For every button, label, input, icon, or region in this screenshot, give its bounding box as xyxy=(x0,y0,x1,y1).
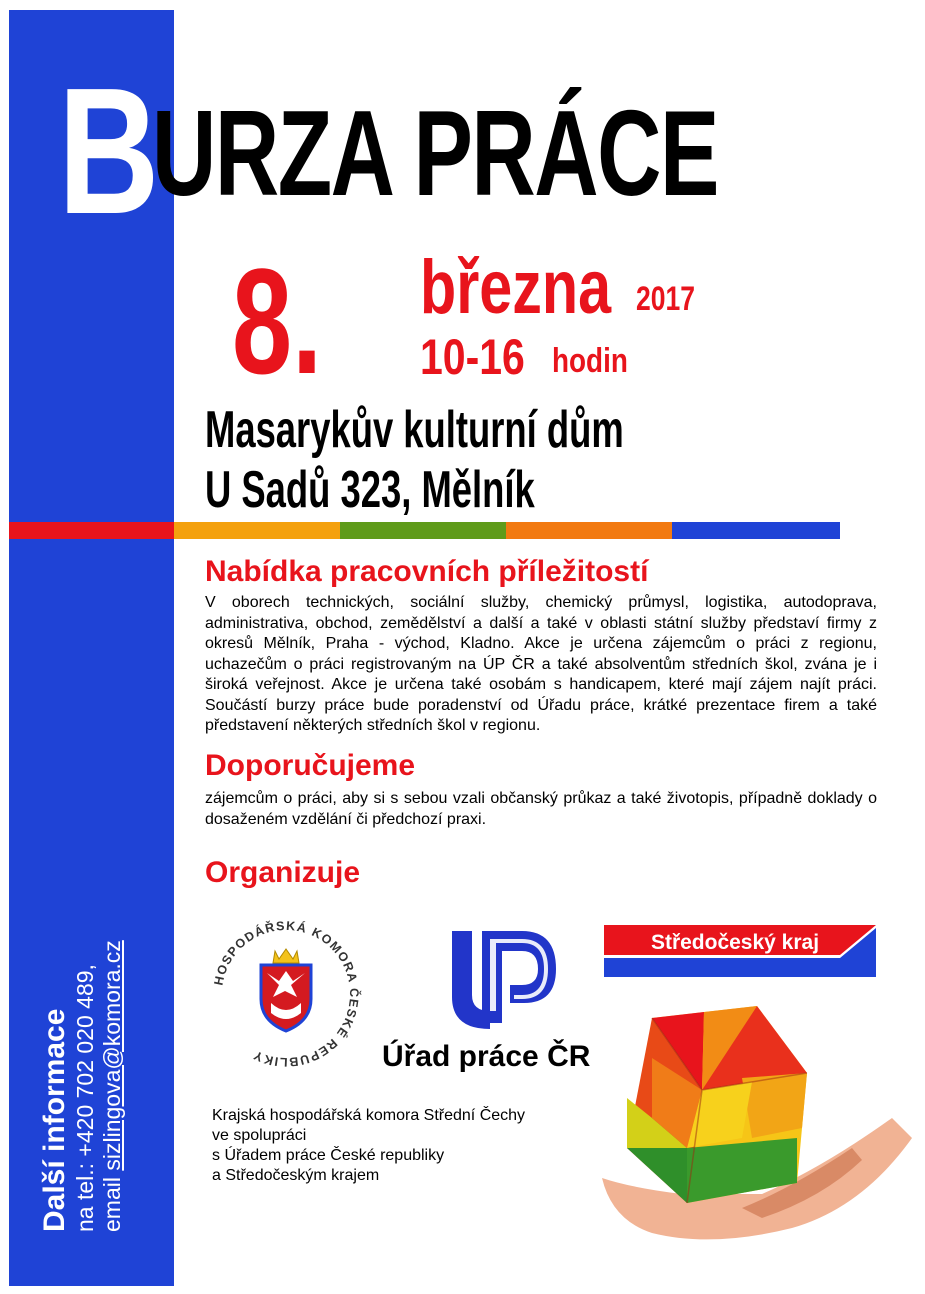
event-year: 2017 xyxy=(636,280,695,318)
title-rest: URZA PRÁCE xyxy=(152,85,718,221)
recommend-heading: Doporučujeme xyxy=(205,749,416,782)
stripe-dark-orange xyxy=(506,522,672,539)
stripe-blue xyxy=(672,522,840,539)
offer-text: V oborech technických, sociální služby, chemický průmysl, logistika, autodoprava, administrativa, obchod, zemědělství a další a také v oblasti státní služby představí firmy z okresů Mělník, Praha - východ, Kladno. Akce je určena zájemcům o práci z regionu, uchazečům o práci registrovaným na ÚP ČR a také absolventům středních škol, zvána je i široká veřejnost. Akce je určena také osobám s handicapem, které mají zájem najít práci. Součástí burzy práce bude poradenství od Úřadu práce, krátké prezentace firem a také představení některých středních škol v regionu. xyxy=(205,594,877,734)
cooperation-line: s Úřadem práce České republiky xyxy=(212,1147,445,1164)
event-month: března xyxy=(420,245,612,330)
hk-ring-text: HOSPODÁŘSKÁ KOMORA ČESKÉ REPUBLIKY xyxy=(211,918,362,1070)
origami-cube-hand-image xyxy=(592,998,922,1288)
organizer-heading: Organizuje xyxy=(205,856,361,889)
cooperation-line: a Středočeským krajem xyxy=(212,1167,380,1184)
hk-logo xyxy=(205,913,367,1075)
venue-address: U Sadů 323, Mělník xyxy=(205,461,535,519)
title-first-letter: B xyxy=(58,51,157,252)
venue-name: Masarykův kulturní dům xyxy=(205,401,624,459)
cooperation-text xyxy=(212,1106,525,1186)
side-info-phone: na tel.: +420 702 020 489, xyxy=(72,964,98,1232)
event-time-unit: hodin xyxy=(552,342,628,380)
cooperation-line: Krajská hospodářská komora Střední Čechy xyxy=(212,1107,526,1124)
cooperation-line: ve spolupráci xyxy=(212,1127,307,1144)
recommend-text: zájemcům o práci, aby si s sebou vzali občanský průkaz a také životopis, případně doklady o dosaženém vzdělání či předchozí praxi. xyxy=(205,790,877,828)
event-day: 8. xyxy=(232,237,323,405)
side-info-heading: Další informace xyxy=(38,1008,71,1232)
stripe-red xyxy=(9,522,174,539)
side-info-email-line xyxy=(99,932,126,1232)
side-contact-info xyxy=(38,932,126,1232)
hk-shield-icon xyxy=(261,949,311,1031)
email-link[interactable]: sizlingova@komora.cz xyxy=(99,940,125,1171)
side-info-email-prefix: email xyxy=(99,1170,125,1232)
stripe-green xyxy=(340,522,506,539)
offer-heading: Nabídka pracovních příležitostí xyxy=(205,555,649,588)
upcr-logo-icon xyxy=(448,925,560,1035)
event-time: 10-16 xyxy=(420,329,525,385)
stc-label: Středočeský kraj xyxy=(650,931,820,954)
stripe-orange xyxy=(174,522,340,539)
upcr-label: Úřad práce ČR xyxy=(382,1040,591,1073)
